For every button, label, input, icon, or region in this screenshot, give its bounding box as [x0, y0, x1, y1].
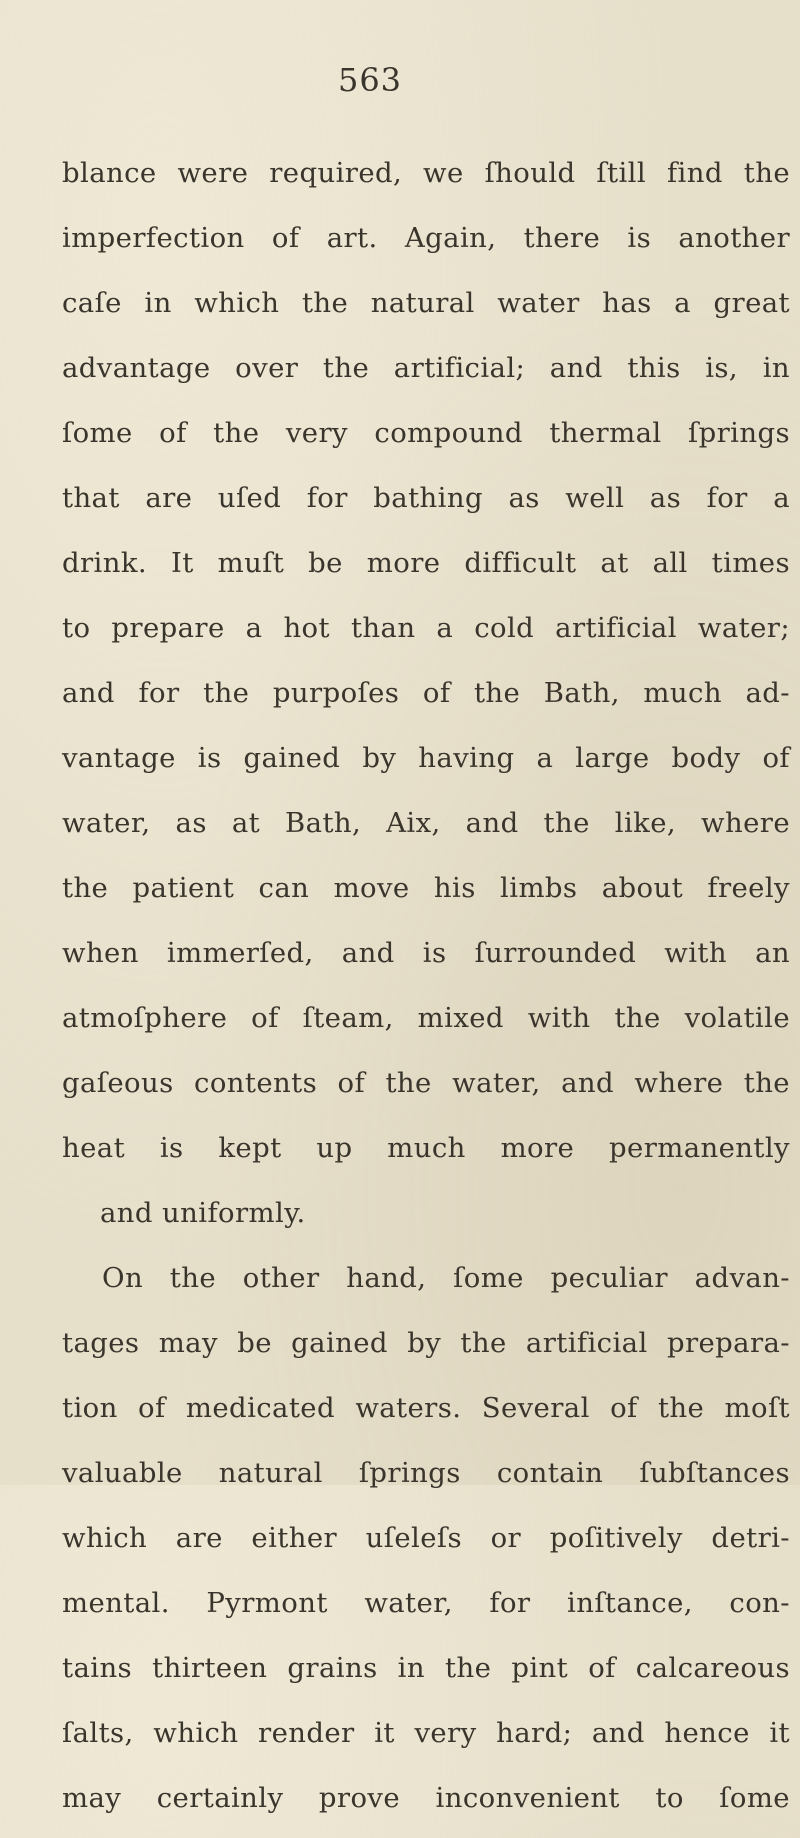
text-line: imperfection of art. Again, there is another — [62, 222, 790, 254]
text-line: valuable natural ſprings contain ſubſtances — [62, 1457, 790, 1489]
text-line: blance were required, we ſhould ſtill find the — [62, 157, 790, 189]
text-line: water, as at Bath, Aix, and the like, where — [62, 807, 790, 839]
text-line: to prepare a hot than a cold artificial water; — [62, 612, 790, 644]
text-line-paragraph-start: On the other hand, ſome peculiar advan- — [102, 1262, 790, 1294]
text-line: ſome of the very compound thermal ſprings — [62, 417, 790, 449]
text-line: advantage over the artificial; and this is, in — [62, 352, 790, 384]
text-line: that are uſed for bathing as well as for a — [62, 482, 790, 514]
text-line: tages may be gained by the artificial prepara- — [62, 1327, 790, 1359]
text-line: when immerſed, and is ſurrounded with an — [62, 937, 790, 969]
text-line-paragraph-end: and uniformly. — [100, 1197, 306, 1229]
body-text — [62, 148, 790, 1838]
page-number: 563 — [337, 61, 403, 99]
text-line: may certainly prove inconvenient to ſome — [62, 1782, 790, 1814]
text-line: the patient can move his limbs about freely — [62, 872, 790, 904]
text-line: tains thirteen grains in the pint of calcareous — [62, 1652, 790, 1684]
text-line: atmoſphere of ſteam, mixed with the volatile — [62, 1002, 790, 1034]
text-line: heat is kept up much more permanently — [62, 1132, 790, 1164]
text-line: and for the purpoſes of the Bath, much ad- — [62, 677, 790, 709]
text-line: ſalts, which render it very hard; and hence it — [62, 1717, 790, 1749]
text-line: which are either uſeleſs or poſitively detri- — [62, 1522, 790, 1554]
text-line: tion of medicated waters. Several of the moſt — [62, 1392, 790, 1424]
text-line: vantage is gained by having a large body of — [62, 742, 790, 774]
text-line: caſe in which the natural water has a great — [62, 287, 790, 319]
text-line: drink. It muſt be more difficult at all times — [62, 547, 790, 579]
text-line: gaſeous contents of the water, and where the — [62, 1067, 790, 1099]
text-line: mental. Pyrmont water, for inſtance, con- — [62, 1587, 790, 1619]
